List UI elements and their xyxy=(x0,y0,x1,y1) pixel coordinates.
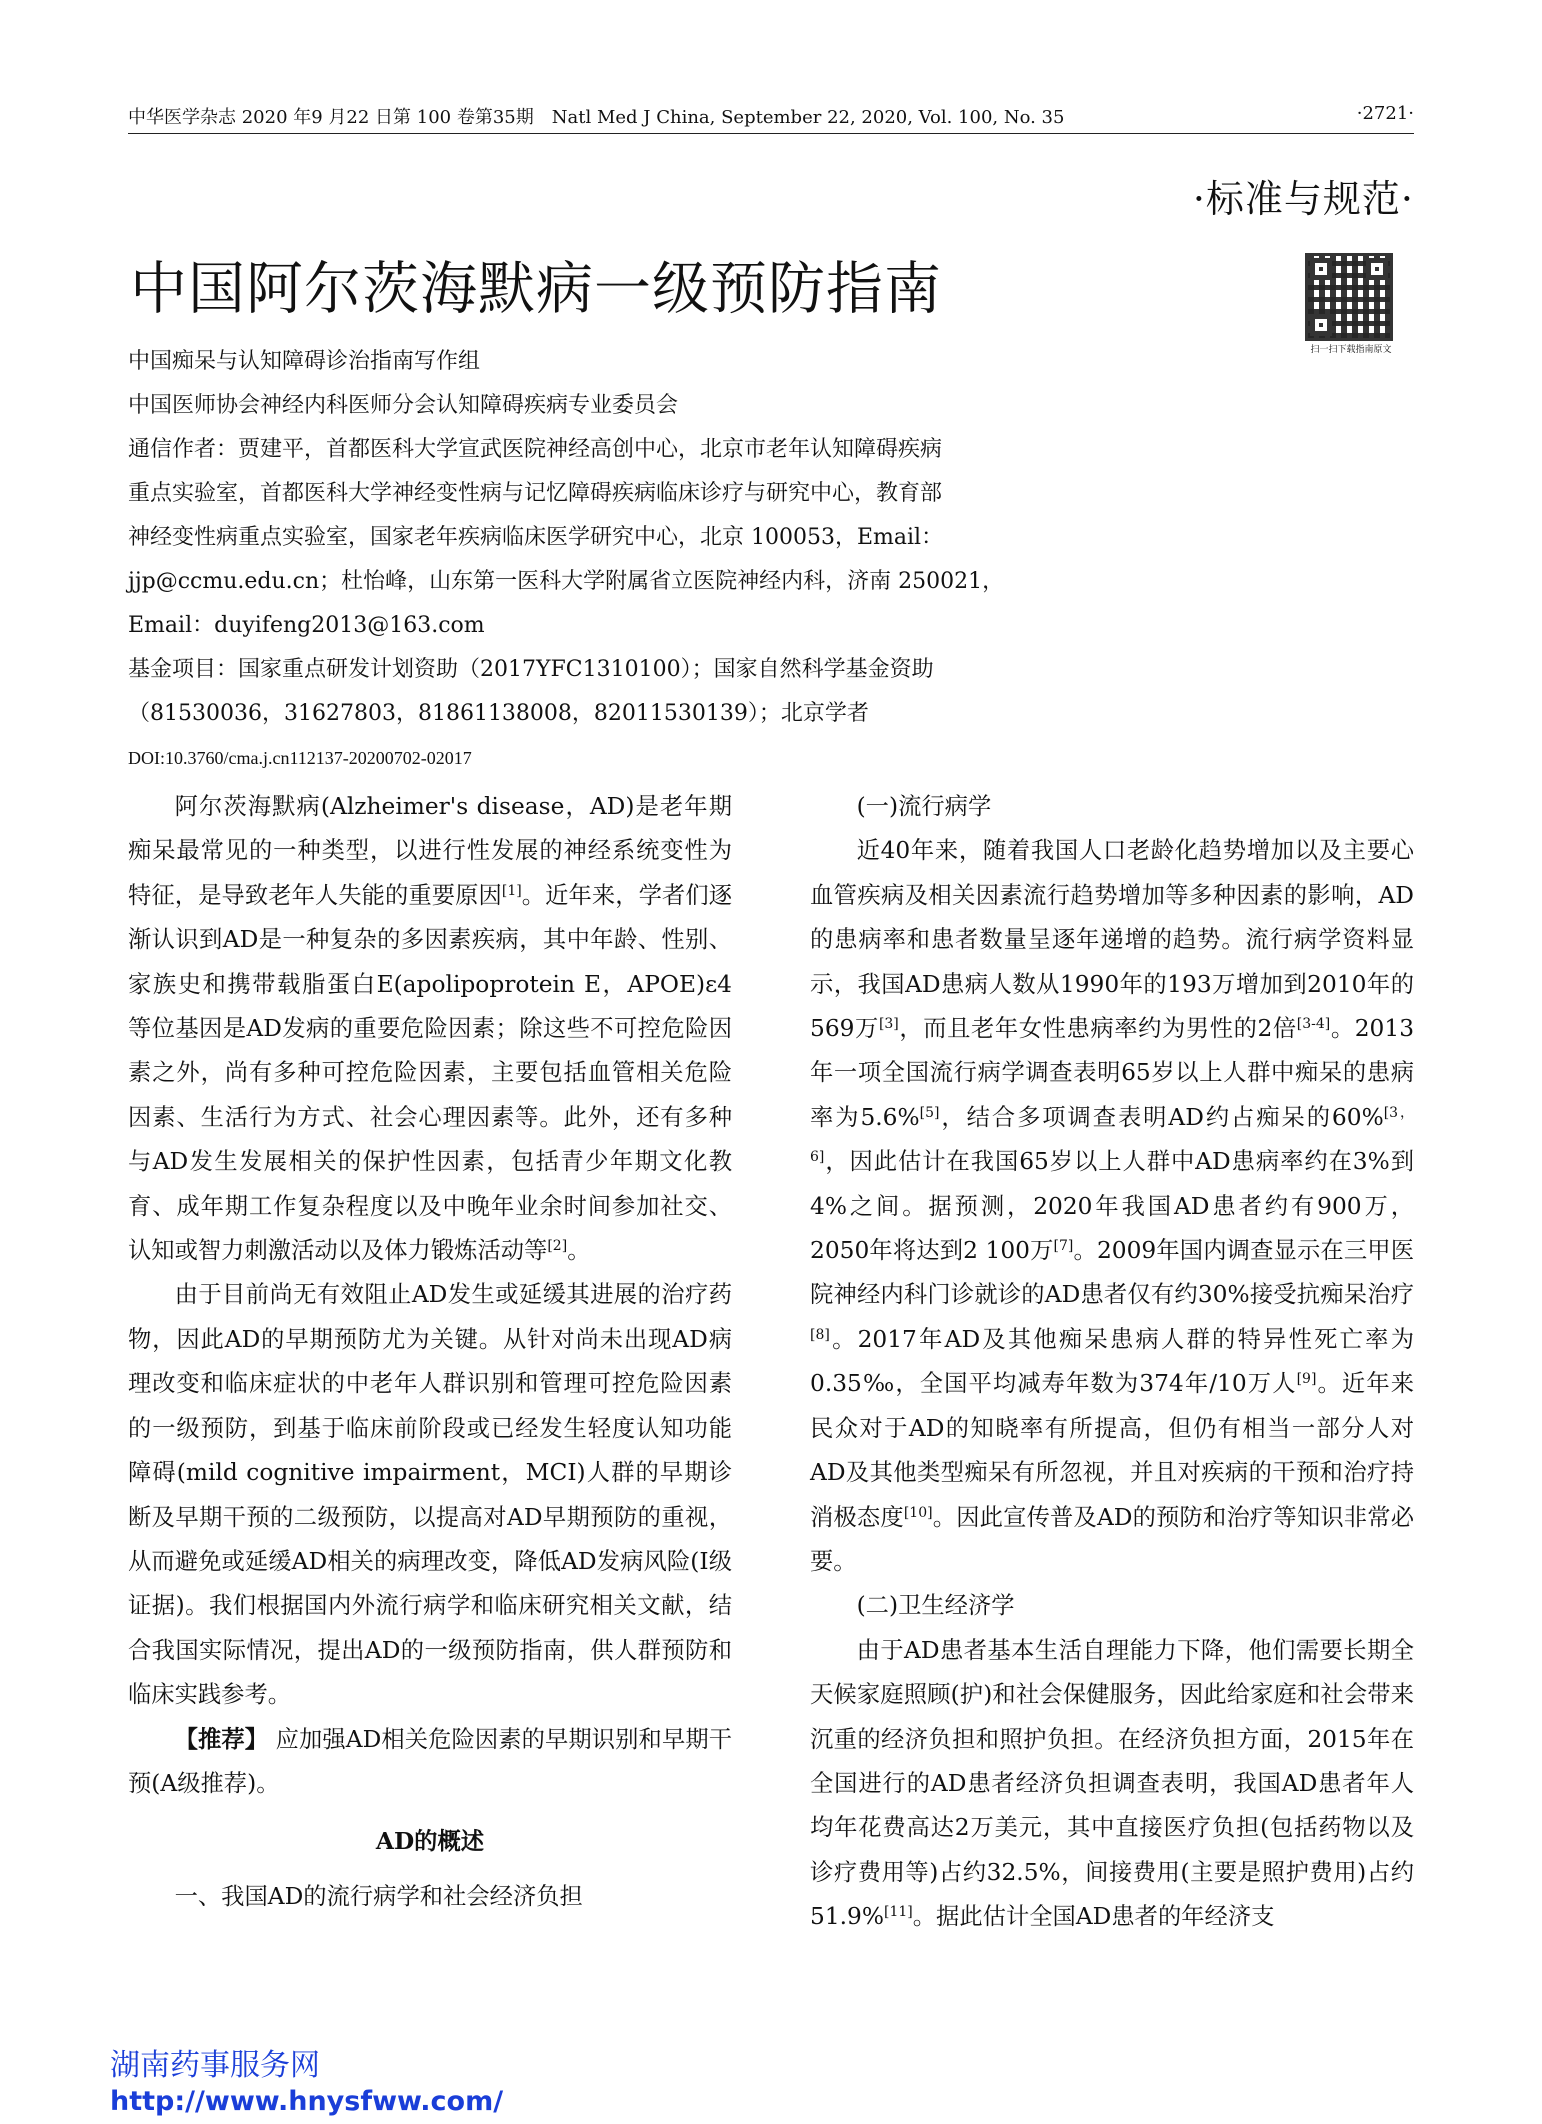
intro-paragraph: 阿尔茨海默病(Alzheimer's disease，AD)是老年期痴呆最常见的一种类型，以进行性发展的神经系统变性为特征，是导致老年人失能的重要原因[1]。近年来，学者们逐渐认识到AD是一种复杂的多因素疾病，其中年龄、性别、家族史和携带载脂蛋白E(apolipoprotein E，APOE)ε4等位基因是AD发病的重要危险因素；除这些不可控危险因素之外，尚有多种可控危险因素，主要包括血管相关危险因素、生活行为方式、社会心理因素等。此外，还有多种与AD发生发展相关的保护性因素，包括青少年期文化教育、成年期工作复杂程度以及中晚年业余时间参加社交、认知或智力刺激活动以及体力锻炼活动等[2]。 xyxy=(128,793,732,1265)
ref-link[interactable]: [3，6] xyxy=(810,1104,1414,1166)
ref-link[interactable]: [2] xyxy=(547,1238,568,1255)
author-line: 重点实验室，首都医科大学神经变性病与记忆障碍疾病临床诊疗与研究中心，教育部 xyxy=(128,481,943,506)
author-line: 神经变性病重点实验室，国家老年疾病临床医学研究中心，北京 100053，Email： xyxy=(128,525,944,550)
ref-link[interactable]: [9] xyxy=(1296,1371,1317,1388)
recommendation-label: 【推荐】 xyxy=(174,1725,269,1753)
author-line: 中国医师协会神经内科医师分会认知障碍疾病专业委员会 xyxy=(128,393,679,418)
watermark-url[interactable]: http://www.hnysfww.com/ xyxy=(110,2086,504,2117)
qr-caption: 扫一扫下载指南原文 xyxy=(1310,345,1392,355)
running-header xyxy=(128,103,1414,134)
watermark-name: 湖南药事服务网 xyxy=(110,2048,320,2083)
prevention-paragraph: 由于目前尚无有效阻止AD发生或延缓其进展的治疗药物，因此AD的早期预防尤为关键。从针对尚未出现AD病理改变和临床症状的中老年人群识别和管理可控危险因素的一级预防，到基于临床前阶段或已经发生轻度认知功能障碍(mild cognitive impairment，MCI)人群的早期诊断及早期干预的二级预防，以提高对AD早期预防的重视，从而避免或延缓AD相关的病理改变，降低AD发病风险(Ⅰ级证据)。我们根据国内外流行病学和临床研究相关文献，结合我国实际情况，提出AD的一级预防指南，供人群预防和临床实践参考。 xyxy=(128,1281,732,1709)
left-column xyxy=(128,785,732,1919)
economics-paragraph: 由于AD患者基本生活自理能力下降，他们需要长期全天候家庭照顾(护)和社会保健服务，因此给家庭和社会带来沉重的经济负担和照护负担。在经济负担方面，2015年在全国进行的AD患者经济负担调查表明，我国AD患者年人均年花费高达2万美元，其中直接医疗负担(包括药物以及诊疗费用等)占约32.5%，间接费用(主要是照护费用)占约51.9%[11]。据此估计全国AD患者的年经济支 xyxy=(810,1636,1414,1931)
subsection-heading: (二)卫生经济学 xyxy=(856,1592,1015,1620)
journal-citation: 中华医学杂志 2020 年9 月22 日第 100 卷第35期 Natl Med J China, September 22, 2020, Vol. 100, No. 35 xyxy=(128,107,1065,128)
epidemiology-paragraph: 近40年来，随着我国人口老龄化趋势增加以及主要心血管疾病及相关因素流行趋势增加等多种因素的影响，AD的患病率和患者数量呈逐年递增的趋势。流行病学资料显示，我国AD患病人数从1990年的193万增加到2010年的569万[3]，而且老年女性患病率约为男性的2倍[3-4]。2013年一项全国流行病学调查表明65岁以上人群中痴呆的患病率为5.6%[5]，结合多项调查表明AD约占痴呆的60%[3，6]，因此估计在我国65岁以上人群中AD患病率约在3%到4%之间。据预测，2020年我国AD患者约有900万，2050年将达到2 100万[7]。2009年国内调查显示在三甲医院神经内科门诊就诊的AD患者仅有约30%接受抗痴呆治疗[8]。2017年AD及其他痴呆患病人群的特异性死亡率为0.35‰，全国平均减寿年数为374年/10万人[9]。近年来民众对于AD的知晓率有所提高，但仍有相当一部分人对AD及其他类型痴呆有所忽视，并且对疾病的干预和治疗持消极态度[10]。因此宣传普及AD的预防和治疗等知识非常必要。 xyxy=(810,837,1415,1575)
subsection-heading: (一)流行病学 xyxy=(856,793,992,820)
author-line: Email：duyifeng2013@163.com xyxy=(128,613,485,638)
qr-code-icon[interactable] xyxy=(1305,253,1393,341)
ref-link[interactable]: [11] xyxy=(884,1904,913,1921)
ref-link[interactable]: [8] xyxy=(810,1326,830,1343)
author-line: （81530036，31627803，81861138008，82011530139）；北京学者 xyxy=(128,701,869,726)
ref-link[interactable]: [10] xyxy=(903,1504,933,1521)
ref-link[interactable]: [5] xyxy=(919,1104,940,1121)
author-line: jjp@ccmu.edu.cn；杜怡峰，山东第一医科大学附属省立医院神经内科，济南 250021， xyxy=(128,569,1005,594)
author-line: 通信作者：贾建平，首都医科大学宣武医院神经高创中心，北京市老年认知障碍疾病 xyxy=(128,437,943,462)
ref-link[interactable]: [1] xyxy=(501,882,522,899)
author-block xyxy=(128,340,1168,780)
author-line: 中国痴呆与认知障碍诊治指南写作组 xyxy=(128,349,481,374)
ref-link[interactable]: [7] xyxy=(1053,1238,1074,1255)
right-column xyxy=(810,785,1414,1940)
subsection-heading: 一、我国AD的流行病学和社会经济负担 xyxy=(174,1882,583,1910)
page-number: ·2721· xyxy=(1356,103,1414,124)
recommendation: 【推荐】 应加强AD相关危险因素的早期识别和早期干预(A级推荐)。 xyxy=(128,1725,732,1797)
ref-link[interactable]: [3] xyxy=(878,1016,899,1033)
section-heading: AD的概述 xyxy=(375,1828,485,1856)
article-title: 中国阿尔茨海默病一级预防指南 xyxy=(130,256,942,322)
ref-link[interactable]: [3-4] xyxy=(1296,1016,1331,1033)
section-tag: ·标准与规范· xyxy=(1192,177,1414,221)
watermark xyxy=(110,2040,503,2117)
author-line: 基金项目：国家重点研发计划资助（2017YFC1310100）；国家自然科学基金资助 xyxy=(128,657,934,682)
doi: DOI:10.3760/cma.j.cn112137-20200702-02017 xyxy=(128,748,472,768)
